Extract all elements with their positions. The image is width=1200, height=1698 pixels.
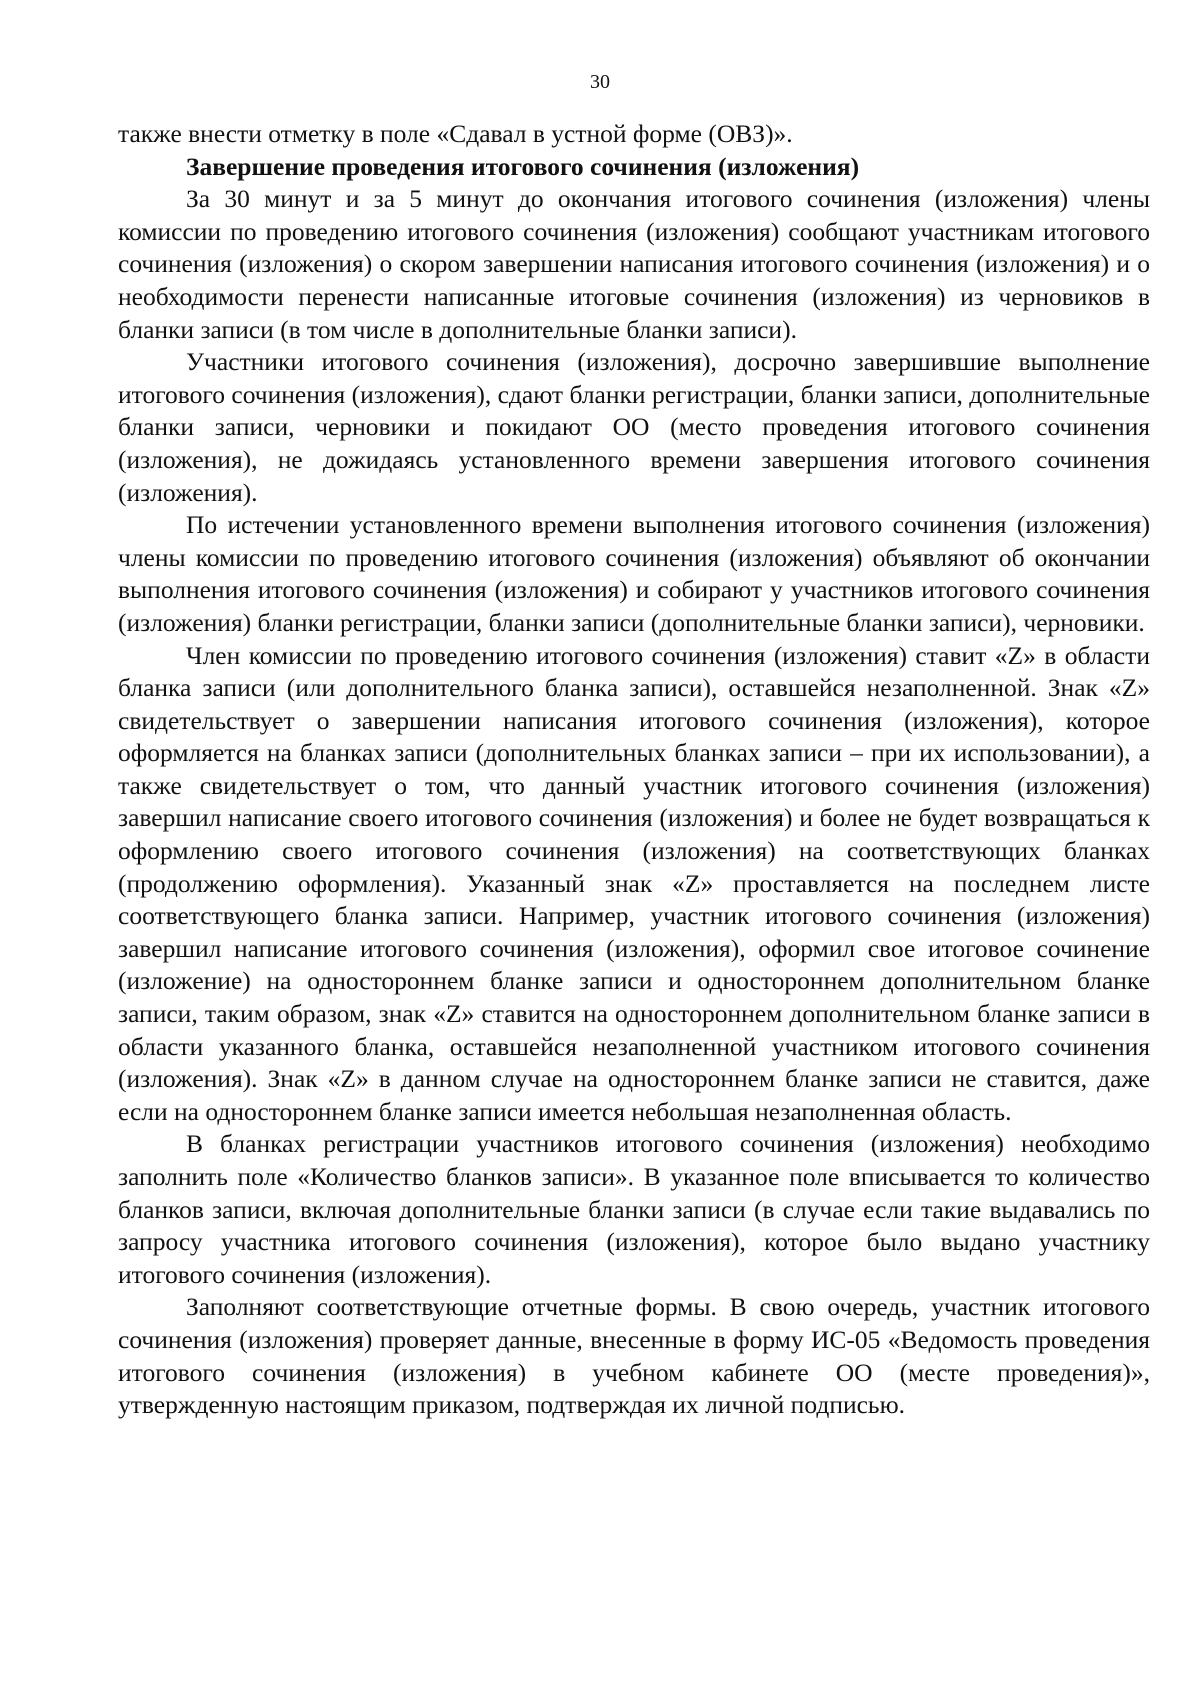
page-number: 30 [590,71,610,93]
paragraph-early-finish: Участники итогового сочинения (изложения), досрочно завершившие выполнение итогового сочинения (изложения), сдают бланки регистрации, бланки записи, дополнительные бланки записи, черновики и покидают ОО (место проведения итогового сочинения (изложения), не дожидаясь установленного времени завершения итогового сочинения (изложения). [118,347,1150,507]
paragraph-report-forms: Заполняют соответствующие отчетные формы. В свою очередь, участник итогового сочинения (изложения) проверяет данные, внесенные в форму ИС-05 «Ведомость проведения итогового сочинения (изложения) в учебном кабинете ОО (месте проведения)», утвержденную настоящим приказом, подтверждая их личной подписью. [118,1292,1150,1420]
document-body [118,118,1150,1422]
section-heading: Завершение проведения итогового сочинения (изложения) [186,151,860,181]
continuation-paragraph: также внести отметку в поле «Сдавал в устной форме (ОВЗ)». [118,119,793,148]
paragraph-warning: За 30 минут и за 5 минут до окончания итогового сочинения (изложения) члены комиссии по проведению итогового сочинения (изложения) сообщают участникам итогового сочинения (изложения) о скором завершении написания итогового сочинения (изложения) и о необходимости перенести написанные итоговые сочинения (изложения) из черновиков в бланки записи (в том числе в дополнительные бланки записи). [118,184,1150,344]
paragraph-registration-forms: В бланках регистрации участников итогового сочинения (изложения) необходимо заполнить поле «Количество бланков записи». В указанное поле вписывается то количество бланков записи, включая дополнительные бланки записи (в случае если такие выдавались по запросу участника итогового сочинения (изложения), которое было выдано участнику итогового сочинения (изложения). [118,1129,1150,1289]
paragraph-z-mark: Член комиссии по проведению итогового сочинения (изложения) ставит «Z» в области бланка записи (или дополнительного бланка записи), оставшейся незаполненной. Знак «Z» свидетельствует о завершении написания итогового сочинения (изложения), которое оформляется на бланках записи (дополнительных бланках записи – при их использовании), а также свидетельствует о том, что данный участник итогового сочинения (изложения) завершил написание своего итогового сочинения (изложения) и более не будет возвращаться к оформлению своего итогового сочинения (изложения) на соответствующих бланках (продолжению оформления). Указанный знак «Z» проставляется на последнем листе соответствующего бланка записи. Например, участник итогового сочинения (изложения) завершил написание итогового сочинения (изложения), оформил свое итоговое сочинение (изложение) на одностороннем бланке записи и одностороннем дополнительном бланке записи, таким образом, знак «Z» ставится на одностороннем дополнительном бланке записи в области указанного бланка, оставшейся незаполненной участником итогового сочинения (изложения). Знак «Z» в данном случае на одностороннем бланке записи не ставится, даже если на одностороннем бланке записи имеется небольшая незаполненная область. [118,640,1150,1126]
paragraph-time-expiry: По истечении установленного времени выполнения итогового сочинения (изложения) члены комиссии по проведению итогового сочинения (изложения) объявляют об окончании выполнения итогового сочинения (изложения) и собирают у участников итогового сочинения (изложения) бланки регистрации, бланки записи (дополнительные бланки записи), черновики. [118,510,1150,637]
